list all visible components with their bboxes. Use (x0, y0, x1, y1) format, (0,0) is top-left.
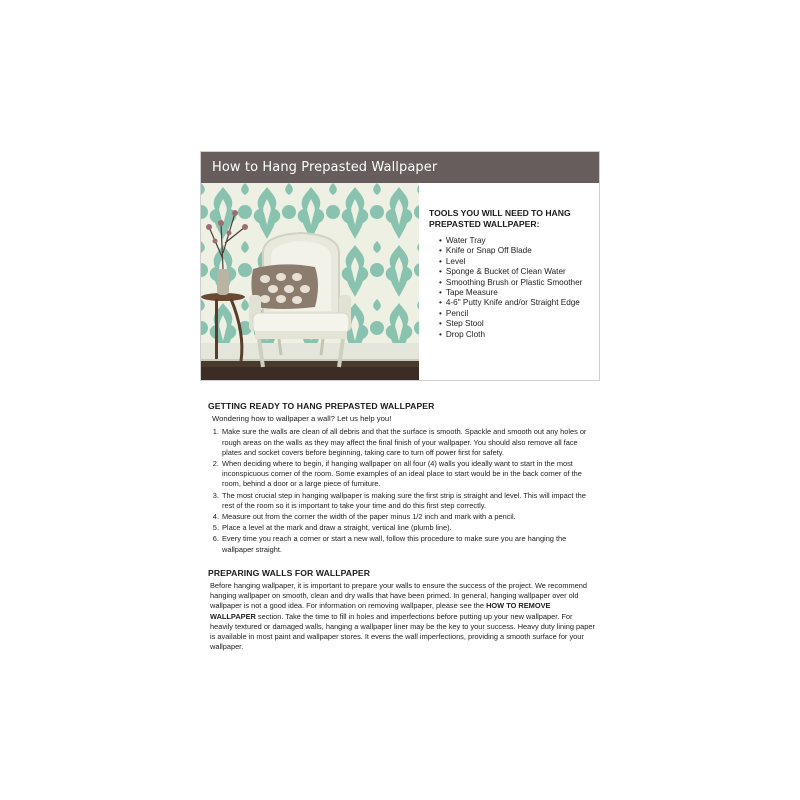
paragraph-text: Before hanging wallpaper, it is important to prepare your walls to ensure the success of the project. We recommend hanging wallpaper on smooth, clean and dry walls that have been primed. In general, hanging wallpaper over old wallpaper is not a good idea. For information on removing wallpaper, please see the (210, 581, 587, 611)
list-item: • Tape Measure (439, 288, 595, 298)
paragraph-text: section. Take the time to fill in holes and imperfections before putting up your new wallpaper. For heavily textured or damaged walls, hanging a wallpaper liner may be the key to your success. Heavy duty lining paper is available in most paint and wallpaper stores. It evens the wall imperfections, providing a smooth surface for your wallpaper. (210, 611, 595, 652)
tools-list (429, 236, 595, 340)
getting-ready-section (208, 401, 596, 556)
tools-title: TOOLS YOU WILL NEED TO HANG PREPASTED WALLPAPER: (429, 208, 571, 229)
room-photo (201, 183, 419, 380)
section-paragraph (210, 581, 596, 652)
tools-panel (429, 208, 595, 340)
list-item: • Step Stool (439, 319, 595, 329)
list-item: • 4-6" Putty Knife and/or Straight Edge (439, 298, 595, 308)
list-item: 4. Measure out from the corner the width of the paper minus 1/2 inch and mark with a pencil. (221, 512, 596, 522)
list-item: • Sponge & Bucket of Clean Water (439, 267, 595, 277)
list-item: 6. Every time you reach a corner or start a new wall, follow this procedure to make sure you are hanging the wallpaper straight. (221, 534, 596, 554)
remove-wallpaper-reference: HOW TO REMOVE WALLPAPER (210, 601, 551, 621)
list-item: 2. When deciding where to begin, if hanging wallpaper on all four (4) walls you ideally want to start in the most inconspicuous corner of the room. Some examples of an ideal place to start would be in the back corner of the room, behind a door or a large piece of furniture. (221, 459, 596, 490)
steps-list (208, 427, 596, 554)
list-item: • Smoothing Brush or Plastic Smoother (439, 278, 595, 288)
list-item: • Water Tray (439, 236, 595, 246)
list-item: • Pencil (439, 309, 595, 319)
list-item: 1. Make sure the walls are clean of all debris and that the surface is smooth. Spackle and smooth out any holes or rough areas on the walls as they may affect the final finish of your wallpaper. You should also remove all face plates and socket covers before beginning, taking care to turn off power first for safety. (221, 427, 596, 458)
card-title: How to Hang Prepasted Wallpaper (201, 152, 599, 183)
section-heading: GETTING READY TO HANG PREPASTED WALLPAPER (208, 401, 435, 411)
list-item: 3. The most crucial step in hanging wallpaper is making sure the first strip is straight and level. This will impact the rest of the room so it is important to take your time and do this first step correctly. (221, 491, 596, 511)
section-intro: Wondering how to wallpaper a wall? Let us help you! (212, 414, 392, 423)
list-item: 5. Place a level at the mark and draw a straight, vertical line (plumb line). (221, 523, 596, 533)
preparing-section (208, 568, 596, 652)
list-item: • Level (439, 257, 595, 267)
intro-card (200, 151, 600, 381)
list-item: • Drop Cloth (439, 330, 595, 340)
list-item: • Knife or Snap Off Blade (439, 246, 595, 256)
section-heading: PREPARING WALLS FOR WALLPAPER (208, 568, 371, 578)
